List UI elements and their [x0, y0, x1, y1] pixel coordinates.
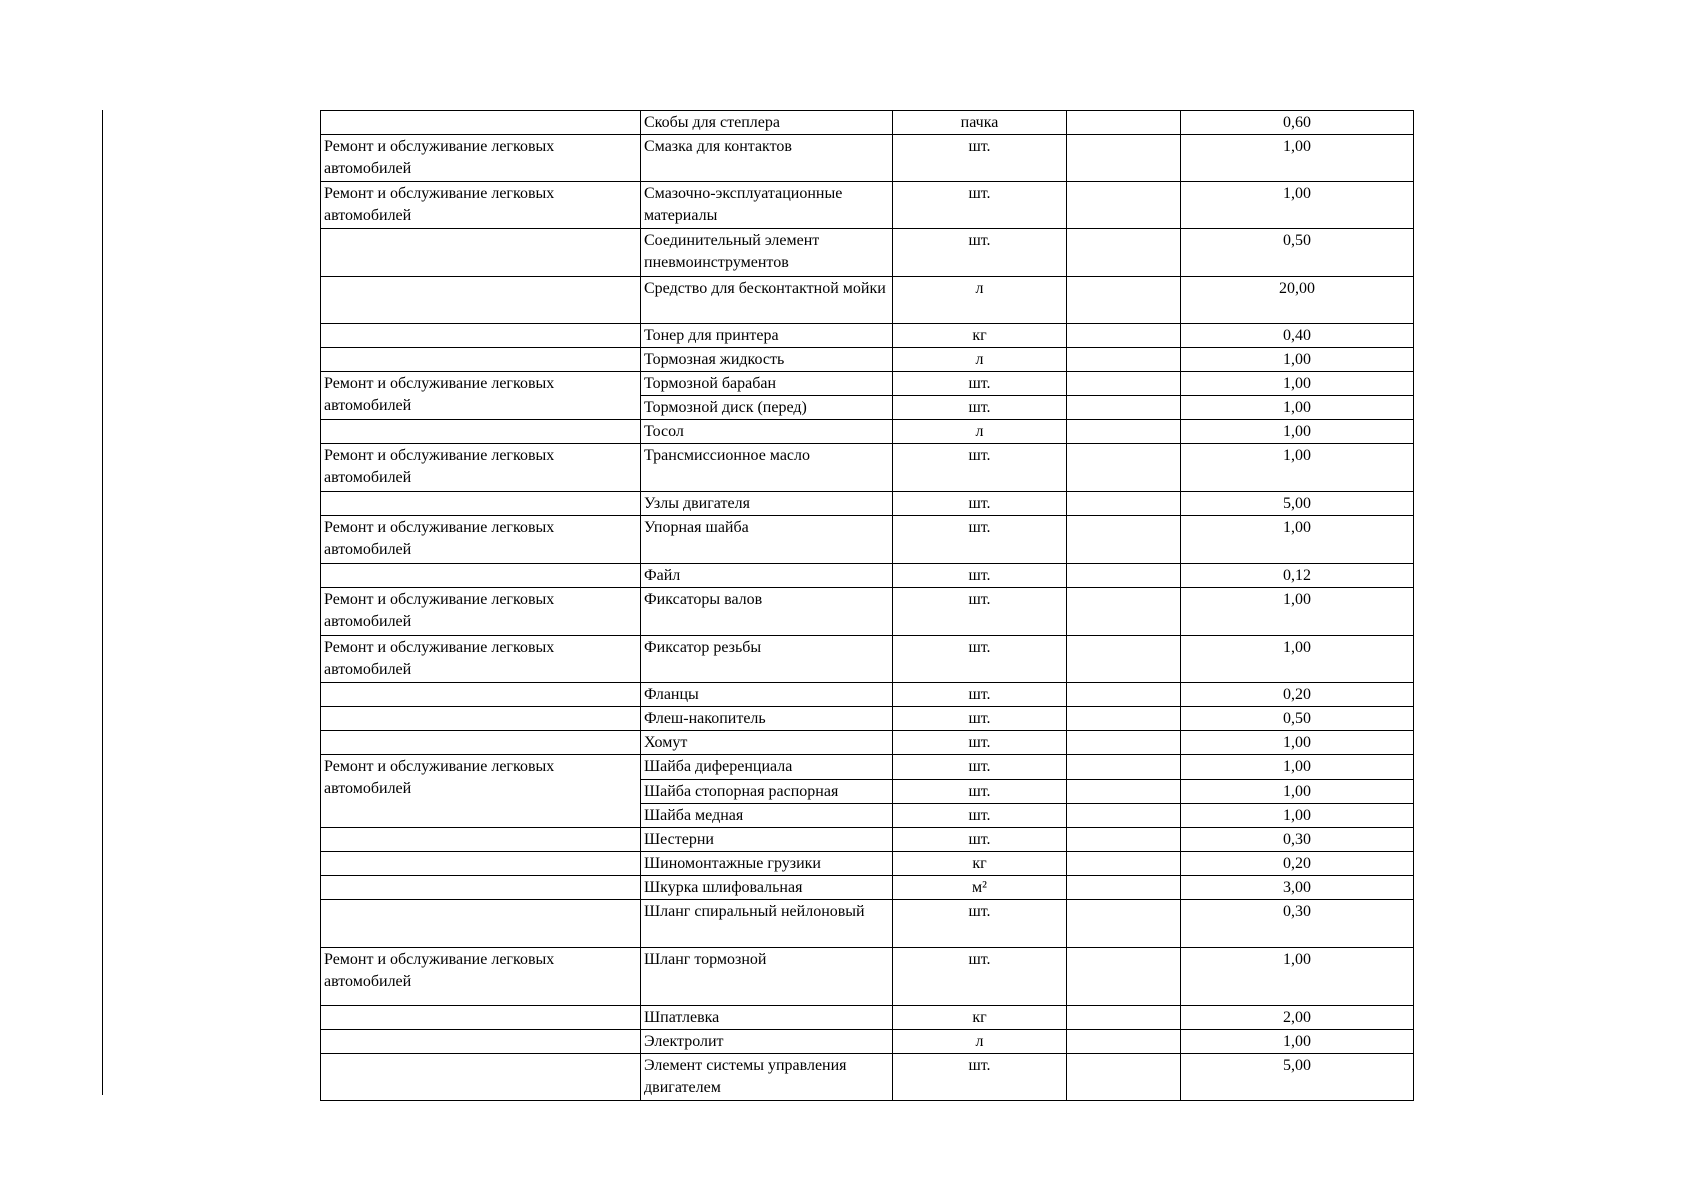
quantity-cell: 5,00	[1181, 492, 1414, 516]
left-margin-line	[102, 110, 103, 1095]
unit-cell: шт.	[893, 683, 1067, 707]
table-row	[321, 828, 1414, 852]
table-row	[321, 564, 1414, 588]
item-name-cell: Фиксатор резьбы	[641, 636, 893, 683]
category-cell	[321, 324, 641, 348]
category-cell	[321, 277, 641, 324]
category-cell: Ремонт и обслуживание легковых автомобилей	[321, 372, 641, 420]
quantity-cell: 2,00	[1181, 1006, 1414, 1030]
category-cell	[321, 731, 641, 755]
category-cell	[321, 1054, 641, 1101]
unit-cell: кг	[893, 1006, 1067, 1030]
unit-cell: шт.	[893, 900, 1067, 948]
category-cell: Ремонт и обслуживание легковых автомобилей	[321, 755, 641, 828]
category-cell	[321, 683, 641, 707]
table-row	[321, 277, 1414, 324]
empty-cell	[1067, 277, 1181, 324]
unit-cell: шт.	[893, 444, 1067, 492]
quantity-cell: 1,00	[1181, 516, 1414, 564]
unit-cell: кг	[893, 852, 1067, 876]
category-cell	[321, 348, 641, 372]
quantity-cell: 0,30	[1181, 900, 1414, 948]
empty-cell	[1067, 707, 1181, 731]
unit-cell: шт.	[893, 707, 1067, 731]
table-row	[321, 492, 1414, 516]
quantity-cell: 0,20	[1181, 852, 1414, 876]
unit-cell: л	[893, 348, 1067, 372]
quantity-cell: 1,00	[1181, 636, 1414, 683]
item-name-cell: Шестерни	[641, 828, 893, 852]
unit-cell: шт.	[893, 492, 1067, 516]
table-row	[321, 516, 1414, 564]
quantity-cell: 5,00	[1181, 1054, 1414, 1101]
unit-cell: шт.	[893, 564, 1067, 588]
item-name-cell: Тормозной диск (перед)	[641, 396, 893, 420]
empty-cell	[1067, 111, 1181, 135]
item-name-cell: Средство для бесконтактной мойки	[641, 277, 893, 324]
empty-cell	[1067, 372, 1181, 396]
table-row	[321, 111, 1414, 135]
item-name-cell: Тонер для принтера	[641, 324, 893, 348]
quantity-cell: 0,12	[1181, 564, 1414, 588]
item-name-cell: Электролит	[641, 1030, 893, 1054]
quantity-cell: 1,00	[1181, 780, 1414, 804]
empty-cell	[1067, 420, 1181, 444]
empty-cell	[1067, 1030, 1181, 1054]
unit-cell: шт.	[893, 804, 1067, 828]
unit-cell: пачка	[893, 111, 1067, 135]
quantity-cell: 1,00	[1181, 948, 1414, 1006]
empty-cell	[1067, 348, 1181, 372]
item-name-cell: Элемент системы управления двигателем	[641, 1054, 893, 1101]
unit-cell: шт.	[893, 731, 1067, 755]
quantity-cell: 0,60	[1181, 111, 1414, 135]
quantity-cell: 1,00	[1181, 396, 1414, 420]
empty-cell	[1067, 324, 1181, 348]
category-cell	[321, 229, 641, 277]
empty-cell	[1067, 876, 1181, 900]
quantity-cell: 1,00	[1181, 1030, 1414, 1054]
category-cell: Ремонт и обслуживание легковых автомобилей	[321, 444, 641, 492]
category-cell: Ремонт и обслуживание легковых автомобилей	[321, 588, 641, 636]
item-name-cell: Тосол	[641, 420, 893, 444]
table-row	[321, 948, 1414, 1006]
category-cell	[321, 111, 641, 135]
item-name-cell: Шкурка шлифовальная	[641, 876, 893, 900]
category-cell	[321, 1030, 641, 1054]
unit-cell: шт.	[893, 755, 1067, 780]
table-row	[321, 324, 1414, 348]
quantity-cell: 1,00	[1181, 372, 1414, 396]
unit-cell: л	[893, 1030, 1067, 1054]
empty-cell	[1067, 731, 1181, 755]
table-row	[321, 707, 1414, 731]
category-cell	[321, 564, 641, 588]
quantity-cell: 1,00	[1181, 731, 1414, 755]
empty-cell	[1067, 828, 1181, 852]
item-name-cell: Трансмиссионное масло	[641, 444, 893, 492]
empty-cell	[1067, 636, 1181, 683]
empty-cell	[1067, 1006, 1181, 1030]
empty-cell	[1067, 588, 1181, 636]
table-row	[321, 372, 1414, 396]
item-name-cell: Фланцы	[641, 683, 893, 707]
item-name-cell: Смазка для контактов	[641, 135, 893, 182]
table-row	[321, 636, 1414, 683]
category-cell	[321, 852, 641, 876]
empty-cell	[1067, 1054, 1181, 1101]
empty-cell	[1067, 948, 1181, 1006]
quantity-cell: 0,50	[1181, 707, 1414, 731]
category-cell	[321, 492, 641, 516]
quantity-cell: 20,00	[1181, 277, 1414, 324]
empty-cell	[1067, 229, 1181, 277]
item-name-cell: Соединительный элемент пневмоинструментов	[641, 229, 893, 277]
empty-cell	[1067, 564, 1181, 588]
table-row	[321, 1030, 1414, 1054]
unit-cell: кг	[893, 324, 1067, 348]
table-row	[321, 1054, 1414, 1101]
table-row	[321, 1006, 1414, 1030]
category-cell	[321, 707, 641, 731]
category-cell: Ремонт и обслуживание легковых автомобилей	[321, 516, 641, 564]
table-row	[321, 348, 1414, 372]
item-name-cell: Шайба медная	[641, 804, 893, 828]
quantity-cell: 1,00	[1181, 804, 1414, 828]
table-row	[321, 182, 1414, 229]
item-name-cell: Смазочно-эксплуатационные материалы	[641, 182, 893, 229]
item-name-cell: Шайба диференциала	[641, 755, 893, 780]
category-cell: Ремонт и обслуживание легковых автомобилей	[321, 135, 641, 182]
item-name-cell: Файл	[641, 564, 893, 588]
item-name-cell: Тормозной барабан	[641, 372, 893, 396]
unit-cell: шт.	[893, 396, 1067, 420]
table-row	[321, 900, 1414, 948]
category-cell	[321, 900, 641, 948]
quantity-cell: 0,50	[1181, 229, 1414, 277]
unit-cell: шт.	[893, 1054, 1067, 1101]
quantity-cell: 1,00	[1181, 135, 1414, 182]
category-cell	[321, 876, 641, 900]
unit-cell: м²	[893, 876, 1067, 900]
empty-cell	[1067, 396, 1181, 420]
empty-cell	[1067, 804, 1181, 828]
unit-cell: шт.	[893, 372, 1067, 396]
item-name-cell: Тормозная жидкость	[641, 348, 893, 372]
empty-cell	[1067, 492, 1181, 516]
unit-cell: шт.	[893, 135, 1067, 182]
category-cell: Ремонт и обслуживание легковых автомобилей	[321, 636, 641, 683]
materials-table-body	[321, 111, 1414, 1101]
unit-cell: л	[893, 277, 1067, 324]
unit-cell: шт.	[893, 828, 1067, 852]
item-name-cell: Шланг тормозной	[641, 948, 893, 1006]
quantity-cell: 1,00	[1181, 182, 1414, 229]
empty-cell	[1067, 900, 1181, 948]
item-name-cell: Скобы для степлера	[641, 111, 893, 135]
quantity-cell: 1,00	[1181, 348, 1414, 372]
table-row	[321, 683, 1414, 707]
quantity-cell: 0,20	[1181, 683, 1414, 707]
empty-cell	[1067, 755, 1181, 780]
item-name-cell: Шпатлевка	[641, 1006, 893, 1030]
category-cell: Ремонт и обслуживание легковых автомобилей	[321, 182, 641, 229]
item-name-cell: Хомут	[641, 731, 893, 755]
quantity-cell: 0,30	[1181, 828, 1414, 852]
empty-cell	[1067, 444, 1181, 492]
table-row	[321, 135, 1414, 182]
quantity-cell: 1,00	[1181, 420, 1414, 444]
unit-cell: шт.	[893, 229, 1067, 277]
table-row	[321, 731, 1414, 755]
category-cell	[321, 1006, 641, 1030]
category-cell	[321, 828, 641, 852]
item-name-cell: Узлы двигателя	[641, 492, 893, 516]
quantity-cell: 1,00	[1181, 588, 1414, 636]
table-row	[321, 876, 1414, 900]
quantity-cell: 1,00	[1181, 755, 1414, 780]
unit-cell: шт.	[893, 182, 1067, 229]
unit-cell: шт.	[893, 948, 1067, 1006]
empty-cell	[1067, 516, 1181, 564]
empty-cell	[1067, 780, 1181, 804]
quantity-cell: 0,40	[1181, 324, 1414, 348]
item-name-cell: Упорная шайба	[641, 516, 893, 564]
category-cell: Ремонт и обслуживание легковых автомобилей	[321, 948, 641, 1006]
empty-cell	[1067, 852, 1181, 876]
unit-cell: шт.	[893, 636, 1067, 683]
empty-cell	[1067, 135, 1181, 182]
table-row	[321, 588, 1414, 636]
category-cell	[321, 420, 641, 444]
table-row	[321, 755, 1414, 780]
item-name-cell: Шиномонтажные грузики	[641, 852, 893, 876]
item-name-cell: Шайба стопорная распорная	[641, 780, 893, 804]
table-row	[321, 444, 1414, 492]
unit-cell: шт.	[893, 588, 1067, 636]
materials-table	[320, 110, 1414, 1101]
quantity-cell: 1,00	[1181, 444, 1414, 492]
empty-cell	[1067, 182, 1181, 229]
table-row	[321, 229, 1414, 277]
item-name-cell: Шланг спиральный нейлоновый	[641, 900, 893, 948]
empty-cell	[1067, 683, 1181, 707]
table-row	[321, 852, 1414, 876]
item-name-cell: Флеш-накопитель	[641, 707, 893, 731]
unit-cell: л	[893, 420, 1067, 444]
table-row	[321, 420, 1414, 444]
unit-cell: шт.	[893, 516, 1067, 564]
item-name-cell: Фиксаторы валов	[641, 588, 893, 636]
unit-cell: шт.	[893, 780, 1067, 804]
quantity-cell: 3,00	[1181, 876, 1414, 900]
